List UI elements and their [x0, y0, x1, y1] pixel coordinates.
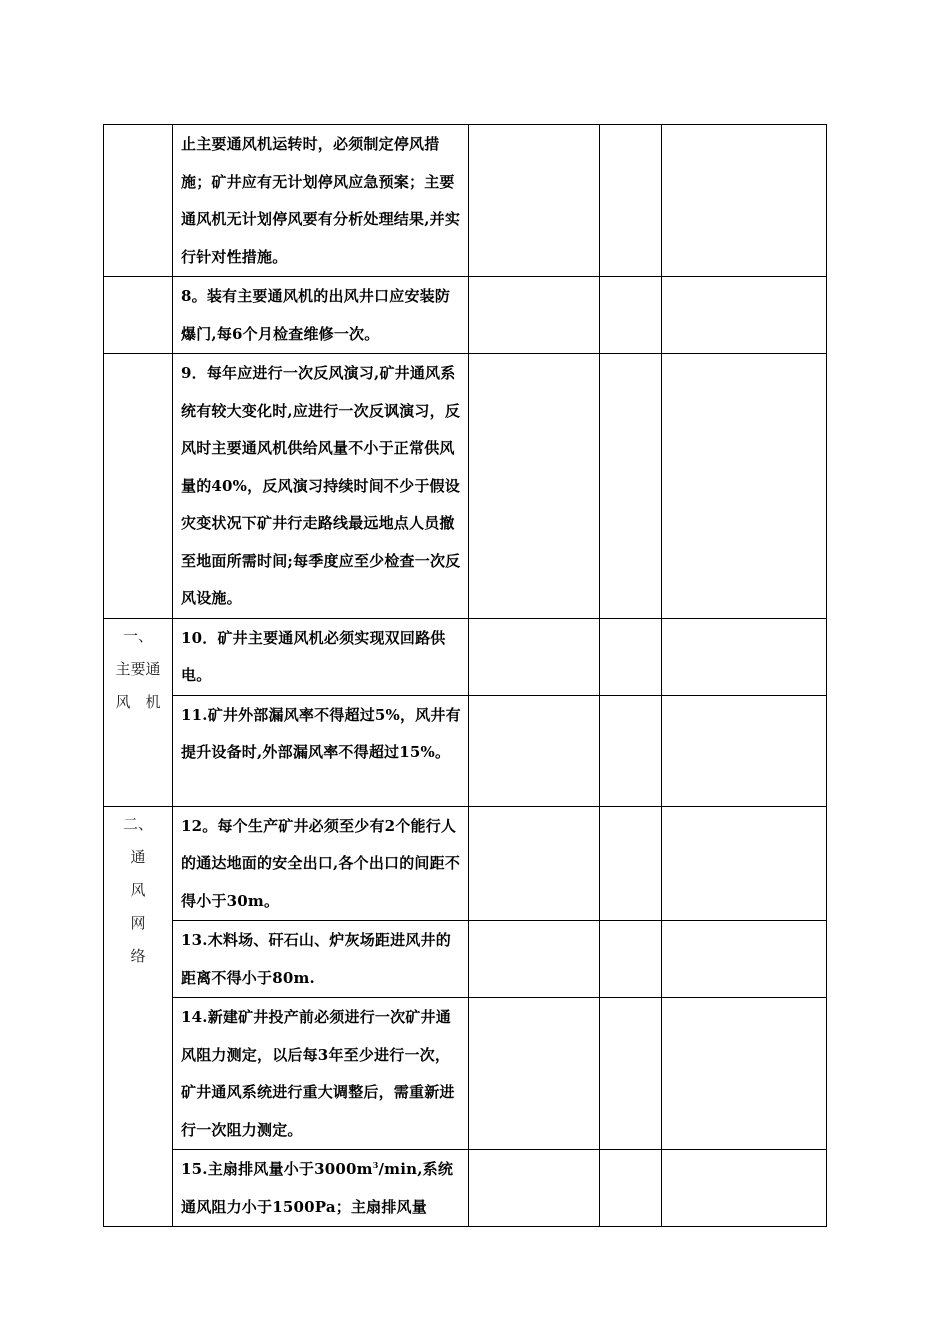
- item-text: [173, 1150, 468, 1226]
- blank-cell: [600, 354, 662, 619]
- item-cell: [173, 921, 469, 998]
- item-text: 12。每个生产矿井必须至少有2个能行人的通达地面的安全出口,各个出口的间距不得小于30m。: [181, 816, 461, 910]
- item-text: 11.矿井外部漏风率不得超过5%，风井有提升设备时,外部漏风率不得超过15%。: [181, 705, 461, 761]
- item-cell: [173, 618, 469, 695]
- item-text: 止主要通风机运转时，必须制定停风措施；矿井应有无计划停风应急预案；主要通风机无计划停风要有分析处理结果,并实行针对性措施。: [181, 135, 461, 266]
- blank-cell: [600, 618, 662, 695]
- blank-cell: [662, 277, 827, 354]
- item-cell: [173, 695, 469, 806]
- blank-cell: [469, 998, 600, 1150]
- category-ventilation-network: [104, 806, 173, 1227]
- table-row: [104, 277, 827, 354]
- item-cell: [173, 354, 469, 619]
- category-cell: [104, 125, 173, 277]
- blank-cell: [662, 618, 827, 695]
- item-cell: [173, 998, 469, 1150]
- superscript-exponent: 3: [372, 1160, 379, 1170]
- blank-cell: [469, 921, 600, 998]
- blank-cell: [469, 277, 600, 354]
- item-text-part: /min,系统通风阻力小于1500Pa；主扇排风量: [181, 1160, 454, 1216]
- table-row: [104, 125, 827, 277]
- table-row: [104, 695, 827, 806]
- category-label: 通: [130, 847, 146, 866]
- blank-cell: [469, 125, 600, 277]
- item-text: 9．每年应进行一次反风演习,矿井通风系统有较大变化时,应进行一次反讽演习，反风时主要通风机供给风量不小于正常供风量的40%，反风演习持续时间不少于假设灾变状况下矿井行走路线最远地点人员撤至地面所需时间;每季度应至少检查一次反风设施。: [181, 364, 461, 607]
- table-row: [104, 1150, 827, 1227]
- item-text: 8。装有主要通风机的出风井口应安装防爆门,每6个月检查维修一次。: [181, 287, 451, 343]
- blank-cell: [600, 921, 662, 998]
- item-text: 14.新建矿井投产前必须进行一次矿井通风阻力测定，以后每3年至少进行一次，矿井通风系统进行重大调整后，需重新进行一次阻力测定。: [181, 1008, 455, 1139]
- item-cell: [173, 125, 469, 277]
- category-cell: [104, 354, 173, 619]
- category-label: 一、: [122, 626, 153, 645]
- blank-cell: [469, 695, 600, 806]
- blank-cell: [469, 1150, 600, 1227]
- table-row: [104, 354, 827, 619]
- category-label: 网: [130, 913, 146, 932]
- category-label: 络: [130, 946, 146, 965]
- item-cell: [173, 806, 469, 921]
- blank-cell: [662, 354, 827, 619]
- ventilation-inspection-table: [103, 124, 827, 1227]
- table-row: [104, 618, 827, 695]
- blank-cell: [469, 618, 600, 695]
- item-text: 13.木料场、矸石山、炉灰场距进风井的距离不得小于80m.: [181, 931, 451, 987]
- blank-cell: [662, 1150, 827, 1227]
- blank-cell: [662, 921, 827, 998]
- blank-cell: [600, 695, 662, 806]
- blank-cell: [600, 806, 662, 921]
- item-cell: [173, 1150, 469, 1227]
- table-row: [104, 921, 827, 998]
- table-row: [104, 806, 827, 921]
- category-cell: [104, 277, 173, 354]
- blank-cell: [600, 998, 662, 1150]
- blank-cell: [662, 998, 827, 1150]
- blank-cell: [662, 695, 827, 806]
- blank-cell: [600, 277, 662, 354]
- blank-cell: [662, 806, 827, 921]
- blank-cell: [662, 125, 827, 277]
- blank-cell: [469, 806, 600, 921]
- category-label: 风: [130, 880, 146, 899]
- blank-cell: [600, 125, 662, 277]
- category-label: 风 机: [115, 692, 161, 711]
- item-text: 10．矿井主要通风机必须实现双回路供电。: [181, 628, 446, 684]
- item-cell: [173, 277, 469, 354]
- item-text-part: 15.主扇排风量小于3000m: [181, 1160, 373, 1178]
- category-label: 二、: [122, 814, 153, 833]
- table-row: [104, 998, 827, 1150]
- category-main-fan: [104, 618, 173, 806]
- category-label: 主要通: [115, 659, 161, 678]
- blank-cell: [469, 354, 600, 619]
- blank-cell: [600, 1150, 662, 1227]
